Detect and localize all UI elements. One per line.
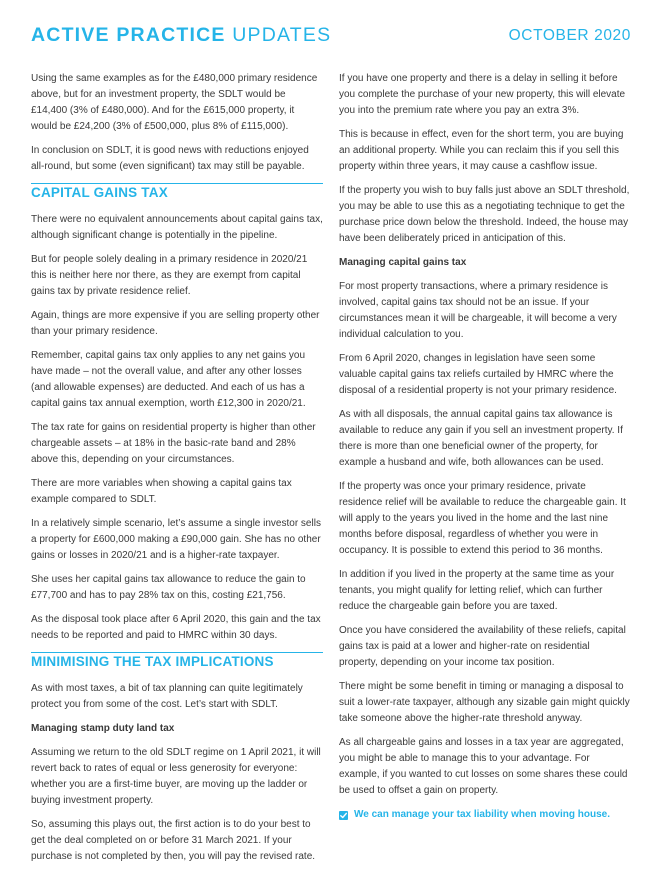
paragraph: The tax rate for gains on residential property is higher than other chargeable assets – at 18% in the basic-rate band and 28% above this, depending on your circumstances. — [31, 422, 316, 465]
right-column — [339, 71, 631, 823]
section-heading-capital-gains-tax: CAPITAL GAINS TAX — [31, 183, 323, 204]
paragraph: If the property was once your primary residence, private residence relief will be available to reduce the chargeable gain. It will apply to the years you lived in the home and the last nine months before disposal, regardless of whether you were in occupancy. It is possible to extend this period to 36 months. — [339, 481, 626, 556]
paragraph: So, assuming this plays out, the first action is to do your best to get the deal completed on or before 31 March 2021. If your purchase is not completed by then, you will pay the revised rate. — [31, 819, 316, 862]
subheading-stamp-duty: Managing stamp duty land tax — [31, 723, 175, 734]
paragraph: If the property you wish to buy falls just above an SDLT threshold, you may be able to use this as a negotiating technique to get the purchase price down below the threshold. Indeed, the house may have been deliberately priced in anticipation of this. — [339, 185, 630, 244]
checkbox-icon — [339, 811, 348, 820]
paragraph: She uses her capital gains tax allowance to reduce the gain to £77,700 and has to pay 28% tax on this, costing £21,756. — [31, 574, 306, 601]
callout-text: We can manage your tax liability when moving house. — [354, 809, 610, 820]
paragraph: In a relatively simple scenario, let’s assume a single investor sells a property for £600,000 making a £90,000 gain. She has no other gains or losses in 2020/21 and is a higher-rate taxpayer. — [31, 518, 321, 561]
newsletter-title — [31, 24, 331, 47]
brand-light: UPDATES — [232, 24, 332, 46]
callout — [339, 807, 631, 823]
paragraph: In addition if you lived in the property at the same time as your tenants, you might qualify for letting relief, which can further reduce the chargeable gain before you are taxed. — [339, 569, 615, 612]
paragraph: In conclusion on SDLT, it is good news with reductions enjoyed all-round, but some (even significant) tax may still be payable. — [31, 145, 309, 172]
page-header — [31, 24, 631, 52]
paragraph: Again, things are more expensive if you are selling property other than your primary residence. — [31, 310, 320, 337]
paragraph: But for people solely dealing in a primary residence in 2020/21 this is neither here nor there, as they are exempt from capital gains tax by private residence relief. — [31, 254, 308, 297]
paragraph: For most property transactions, where a primary residence is involved, capital gains tax should not be an issue. If your circumstances mean it will be chargeable, it will become a very individual calculation to you. — [339, 281, 617, 340]
paragraph: This is because in effect, even for the short term, you are buying an additional property. While you can reclaim this if you sell this property within three years, it may cause a cashflow issue. — [339, 129, 624, 172]
paragraph: There might be some benefit in timing or managing a disposal to suit a lower-rate taxpayer, although any sizable gain might quickly take someone above the higher-rate threshold anyway. — [339, 681, 630, 724]
paragraph: Remember, capital gains tax only applies to any net gains you have made – not the overall value, and after any other losses (and allowable expenses) are deducted. And each of us has a capital gains tax annual exemption, worth £12,300 in 2020/21. — [31, 350, 306, 409]
issue-date: OCTOBER 2020 — [508, 27, 631, 44]
paragraph: There were no equivalent announcements about capital gains tax, although significant change is potentially in the pipeline. — [31, 214, 323, 241]
paragraph: Using the same examples as for the £480,000 primary residence above, but for an investment property, the SDLT would be £14,400 (3% of £480,000). And for the £615,000 property, it would be £24,200 (3% of £500,000, plus 8% of £115,000). — [31, 73, 318, 132]
left-column — [31, 71, 323, 873]
paragraph: As with all disposals, the annual capital gains tax allowance is available to reduce any gain if you sell an investment property. If there is more than one beneficial owner of the property, for example a husband and wife, both allowances can be used. — [339, 409, 623, 468]
section-heading-minimising-tax: MINIMISING THE TAX IMPLICATIONS — [31, 652, 323, 673]
paragraph: If you have one property and there is a delay in selling it before you complete the purchase of your new property, this will elevate you into the premium rate where you pay an extra 3%. — [339, 73, 626, 116]
subheading-capital-gains: Managing capital gains tax — [339, 257, 467, 268]
paragraph: There are more variables when showing a capital gains tax example compared to SDLT. — [31, 478, 292, 505]
paragraph: Once you have considered the availability of these reliefs, capital gains tax is paid at a lower and higher-rate on residential property, depending on your income tax position. — [339, 625, 626, 668]
paragraph: Assuming we return to the old SDLT regime on 1 April 2021, it will revert back to rates of equal or less generosity for everyone: whether you are a first-time buyer, are moving up the ladder or buying investment property. — [31, 747, 321, 806]
brand-bold: ACTIVE PRACTICE — [31, 24, 226, 46]
paragraph: As all chargeable gains and losses in a tax year are aggregated, you might be able to manage this to your advantage. For example, if you wanted to cut losses on some shares these could be used to offset a gain on property. — [339, 737, 628, 796]
paragraph: As with most taxes, a bit of tax planning can quite legitimately protect you from some of the cost. Let’s start with SDLT. — [31, 683, 303, 710]
paragraph: From 6 April 2020, changes in legislation have seen some valuable capital gains tax reliefs curtailed by HMRC where the disposal of a residential property is not your primary residence. — [339, 353, 617, 396]
paragraph: As the disposal took place after 6 April 2020, this gain and the tax needs to be reported and paid to HMRC within 30 days. — [31, 614, 321, 641]
